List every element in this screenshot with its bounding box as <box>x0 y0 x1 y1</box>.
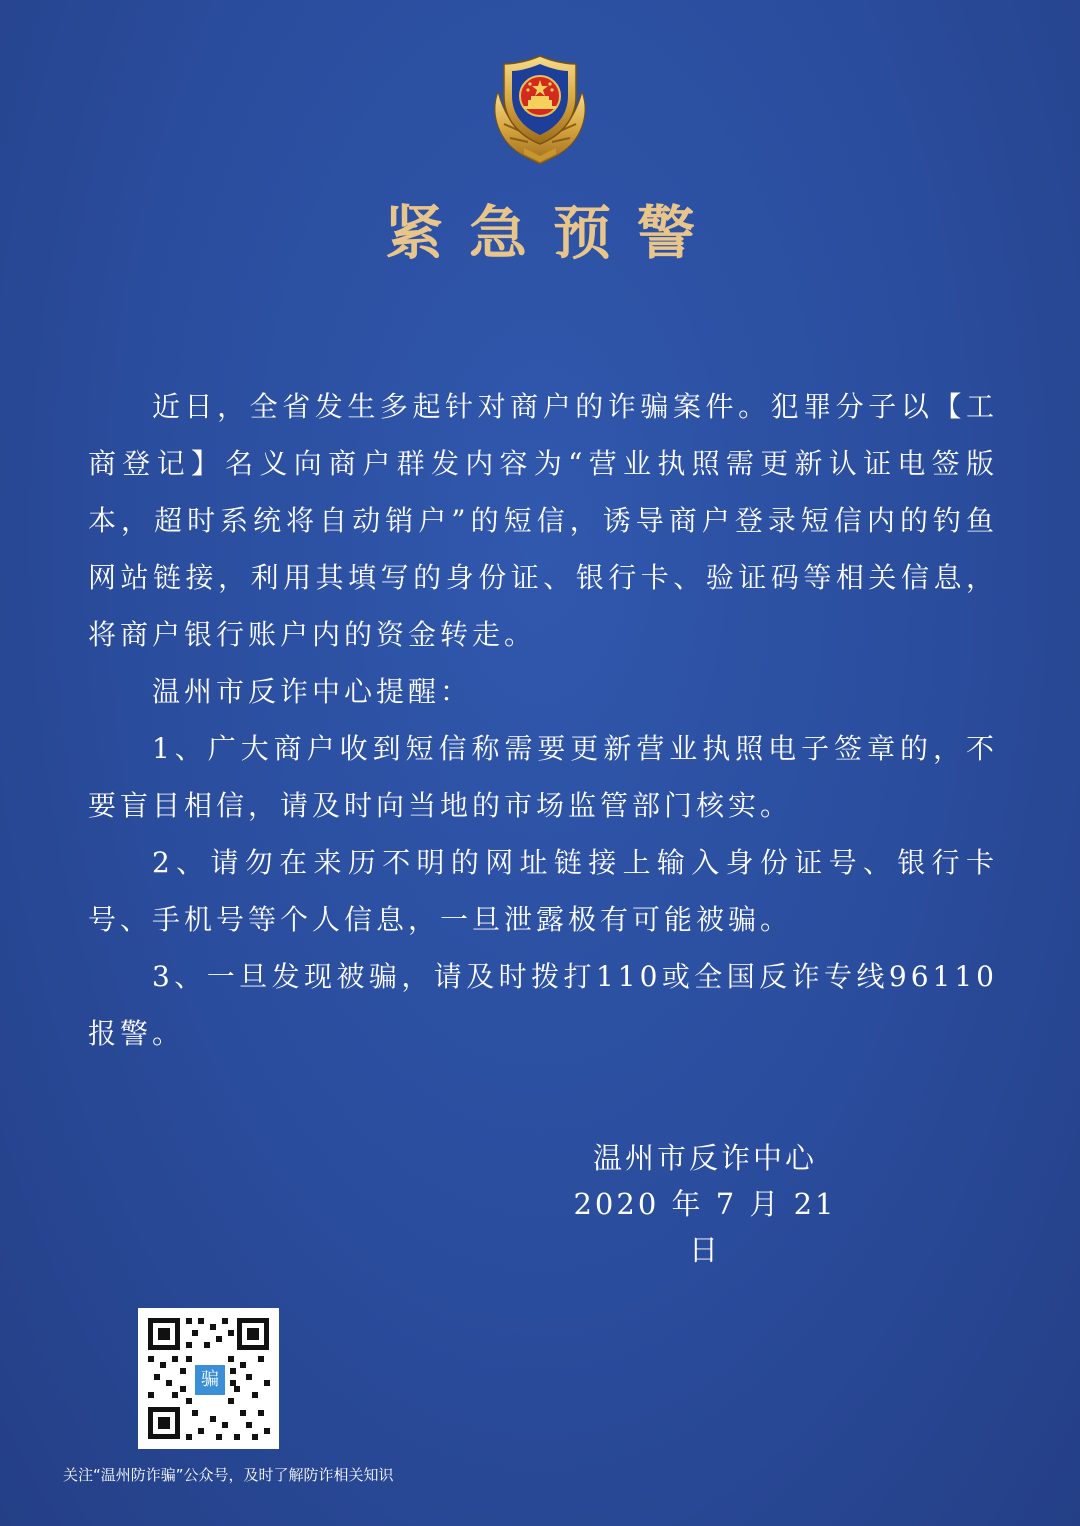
tip-3: 3、一旦发现被骗，请及时拨打110或全国反诈专线96110报警。 <box>88 960 998 1050</box>
qr-logo: 骗 <box>193 1363 227 1397</box>
qr-code-icon[interactable] <box>138 1308 279 1449</box>
signature-date: 2020 年 7 月 21 日 <box>573 1187 837 1267</box>
tip-1: 1、广大商户收到短信称需要更新营业执照电子签章的，不要盲目相信，请及时向当地的市场监管部门核实。 <box>88 732 998 822</box>
intro-paragraph: 近日，全省发生多起针对商户的诈骗案件。犯罪分子以【工商登记】名义向商户群发内容为“营业执照需更新认证电签版本，超时系统将自动销户”的短信，诱导商户登录短信内的钓鱼网站链接，利用其填写的身份证、银行卡、验证码等相关信息，将商户银行账户内的资金转走。 <box>88 390 998 651</box>
signature-organization: 温州市反诈中心 <box>592 1141 817 1175</box>
notice-body <box>88 378 998 1062</box>
footer-caption: 关注“温州防诈骗”公众号，及时了解防诈相关知识 <box>63 1466 394 1484</box>
page-title: 紧急预警 <box>384 199 721 267</box>
police-emblem-icon <box>484 52 596 167</box>
reminder-heading: 温州市反诈中心提醒： <box>152 675 473 708</box>
tip-2: 2、请勿在来历不明的网址链接上输入身份证号、银行卡号、手机号等个人信息，一旦泄露极有可能被骗。 <box>88 846 998 936</box>
signature-block <box>560 1135 850 1273</box>
